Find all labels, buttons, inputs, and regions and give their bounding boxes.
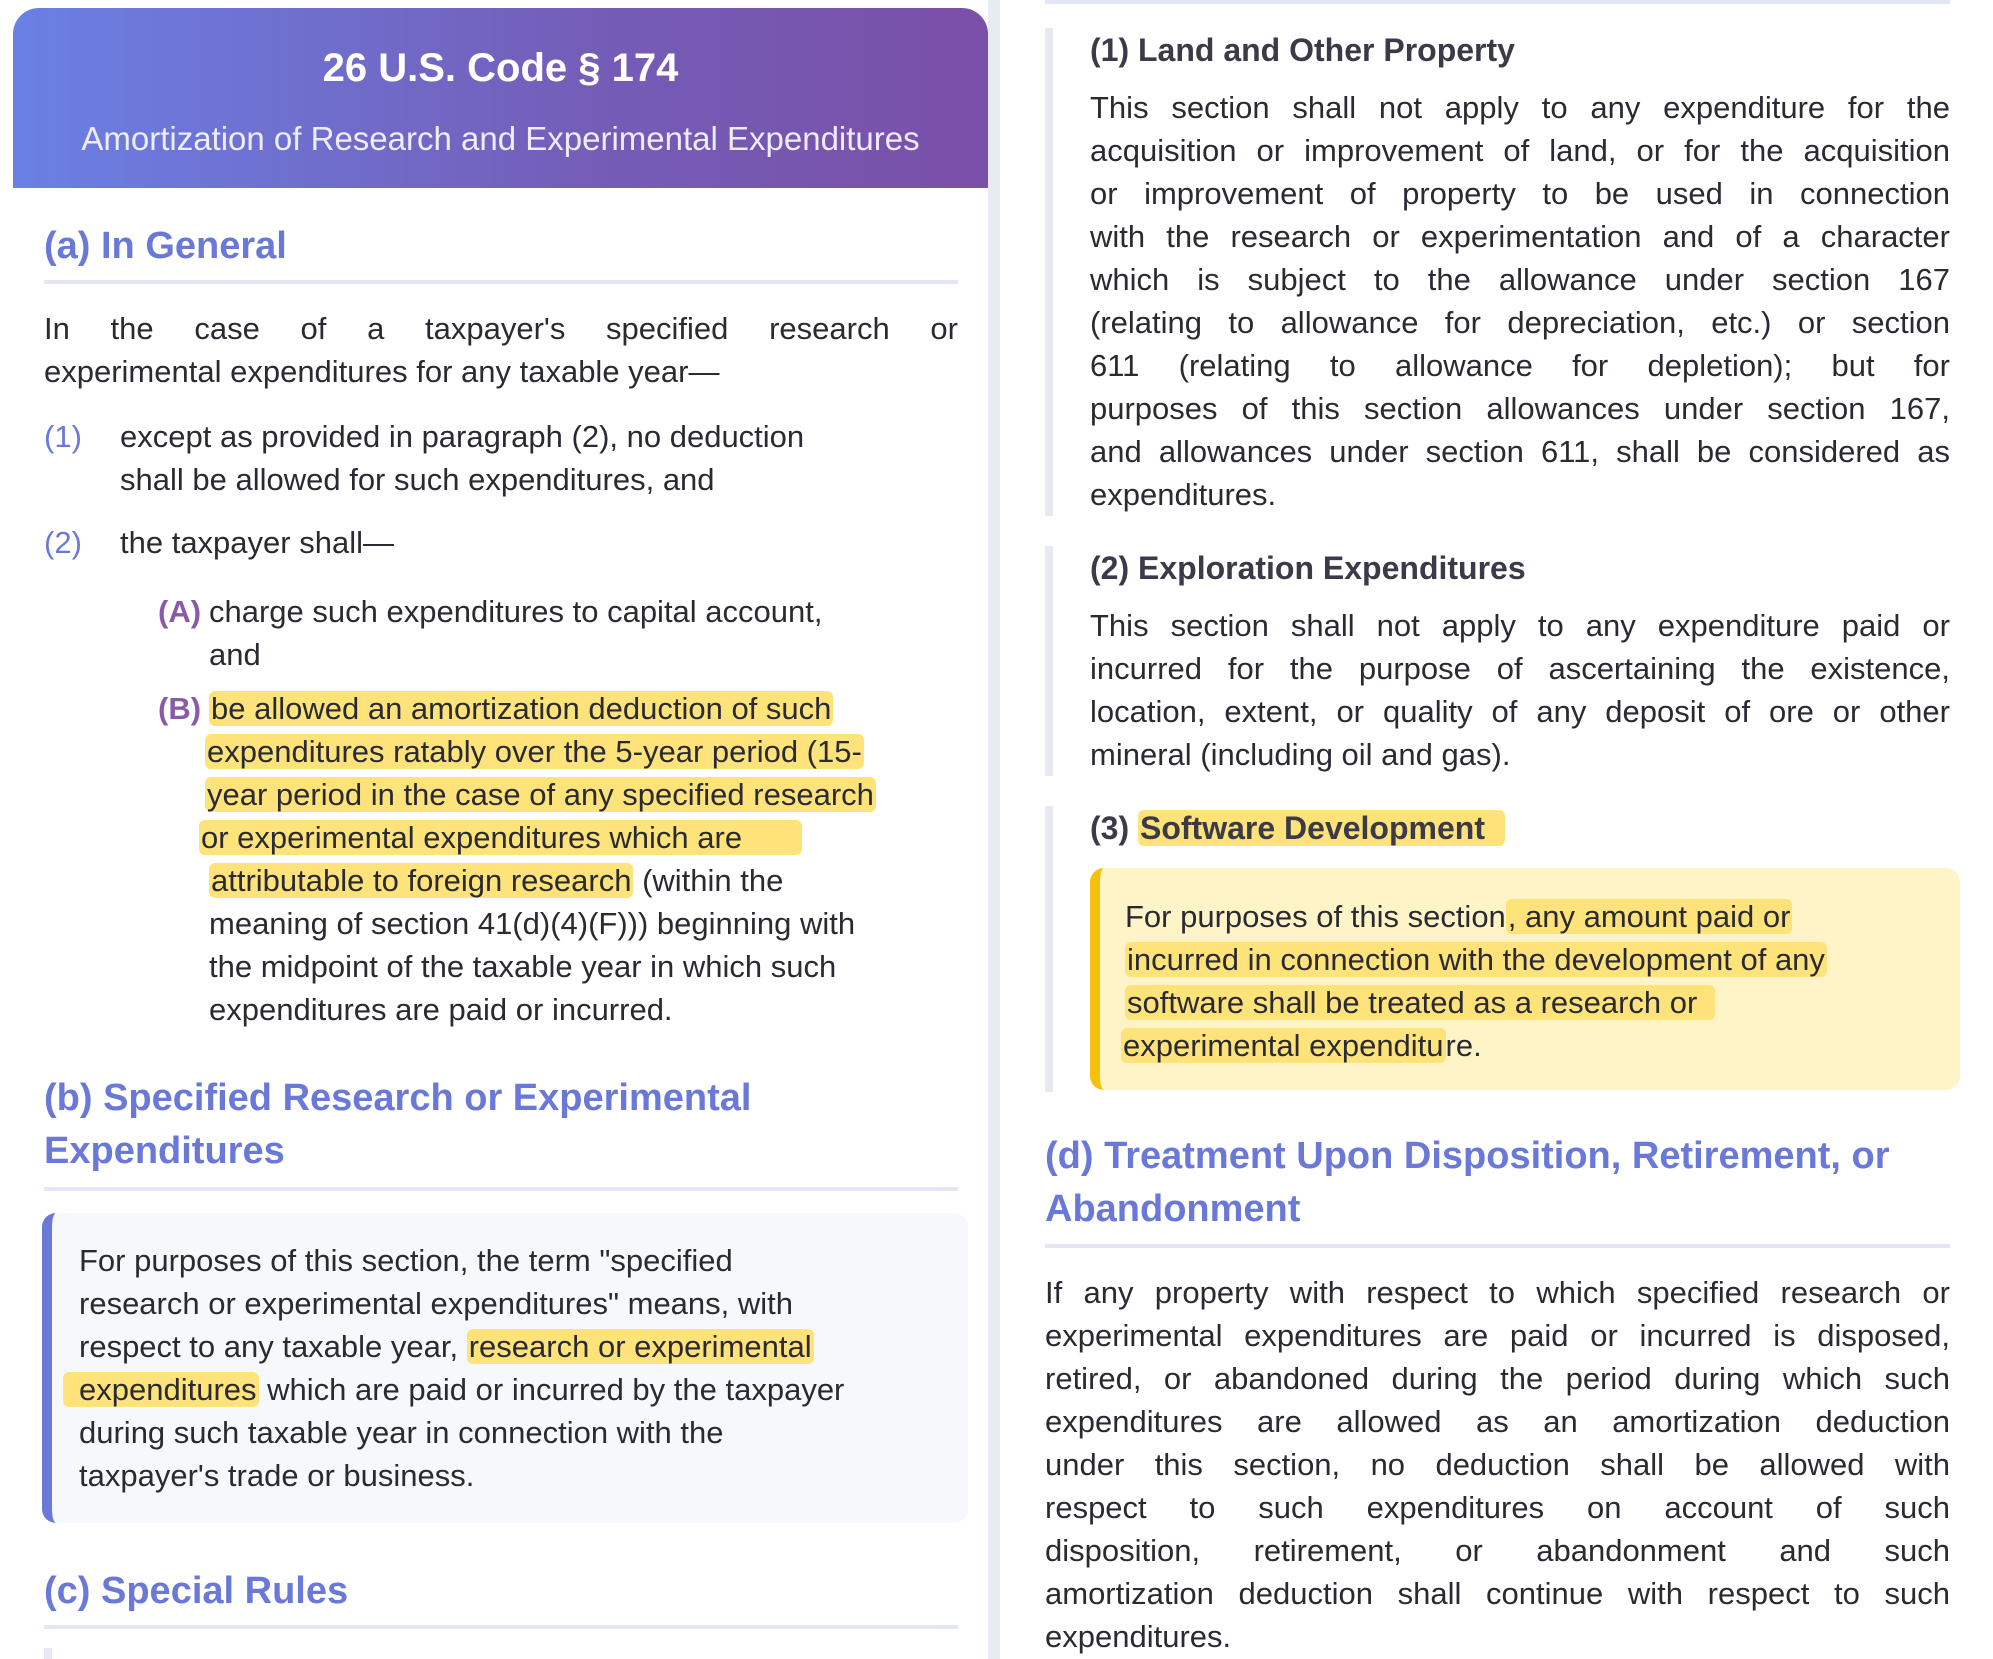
- sub-1-heading: (1) Land and Other Property: [1090, 32, 1515, 68]
- item-b-line5-rest: (within the: [633, 863, 784, 898]
- section-d-line: amortization deduction shall continue with respect to such: [1045, 1576, 1950, 1611]
- sub-1-line: or improvement of property to be used in connection: [1090, 176, 1950, 211]
- sub-1-line: acquisition or improvement of land, or for the acquisition: [1090, 133, 1950, 168]
- section-c-divider: [44, 1625, 958, 1629]
- sub-1-line: which is subject to the allowance under section 167: [1090, 262, 1950, 297]
- section-d-heading-line2: Abandonment: [1045, 1188, 1301, 1230]
- highlight: year period in the case of any specified research: [207, 777, 874, 812]
- section-d-line: retired, or abandoned during the period during which such: [1045, 1361, 1950, 1396]
- section-b-line3-pre: respect to any taxable year,: [79, 1329, 467, 1364]
- highlight: research or experimental: [468, 1329, 812, 1364]
- section-d-line: experimental expenditures are paid or incurred is disposed,: [1045, 1318, 1950, 1353]
- item-2-text: the taxpayer shall—: [120, 525, 394, 560]
- sub-1-line: 611 (relating to allowance for depletion); but for: [1090, 348, 1950, 383]
- sub-3-heading-number: (3): [1090, 810, 1138, 846]
- section-b-divider: [44, 1187, 958, 1191]
- item-1-line2: shall be allowed for such expenditures, and: [120, 462, 715, 497]
- sub-2-heading: (2) Exploration Expenditures: [1090, 550, 1526, 586]
- item-a-number: (A): [158, 594, 202, 629]
- section-d-heading-line1: (d) Treatment Upon Disposition, Retirement, or: [1045, 1135, 1890, 1177]
- sub-3-line2: [1125, 938, 1940, 981]
- left-panel: [0, 0, 988, 1659]
- page-subtitle: Amortization of Research and Experimental Expenditures: [81, 120, 920, 157]
- section-d-line: If any property with respect to which specified research or: [1045, 1275, 1950, 1310]
- item-a-line1: charge such expenditures to capital account,: [209, 594, 823, 629]
- sub-1-line: purposes of this section allowances under section 167,: [1090, 391, 1950, 426]
- item-b-line3: [205, 773, 975, 816]
- sub-3-heading: [1090, 806, 1505, 850]
- section-d-last-line: expenditures.: [1045, 1619, 1232, 1654]
- sub-1-line: with the research or experimentation and of a character: [1090, 219, 1950, 254]
- section-b-line2: research or experimental expenditures" means, with: [79, 1286, 794, 1321]
- item-b-line8: expenditures are paid or incurred.: [209, 992, 673, 1027]
- item-1-number: (1): [44, 419, 82, 454]
- sub-3-line4: [1121, 1024, 1931, 1067]
- section-d-divider: [1045, 1244, 1950, 1248]
- section-a-heading: (a) In General: [44, 225, 287, 267]
- sub-1-line: and allowances under section 611, shall be considered as: [1090, 434, 1950, 469]
- section-b-line1: For purposes of this section, the term "specified: [79, 1243, 733, 1278]
- sub-1-line: (relating to allowance for depreciation, etc.) or section: [1090, 305, 1950, 340]
- sub-2-bar: [1045, 546, 1053, 776]
- highlight: Software Development: [1138, 810, 1505, 846]
- section-b-line3: [79, 1325, 939, 1368]
- section-b-heading-line1: (b) Specified Research or Experimental: [44, 1077, 752, 1119]
- section-c-left-bar: [44, 1648, 52, 1659]
- highlight: be allowed an amortization deduction of such: [211, 691, 832, 726]
- section-a-intro-line1: In the case of a taxpayer's specified research or: [44, 311, 958, 346]
- section-d-line: disposition, retirement, or abandonment and such: [1045, 1533, 1950, 1568]
- item-b-line6: meaning of section 41(d)(4)(F))) beginning with: [209, 906, 856, 941]
- highlight: attributable to foreign research: [211, 863, 632, 898]
- section-c-heading: (c) Special Rules: [44, 1570, 349, 1612]
- section-d-line: expenditures are allowed as an amortization deduction: [1045, 1404, 1950, 1439]
- sub-2-line: This section shall not apply to any expenditure paid or: [1090, 608, 1950, 643]
- highlight: expenditures: [63, 1372, 259, 1407]
- highlight: or experimental expenditures which are: [199, 820, 802, 855]
- sub-2-line: location, extent, or quality of any deposit of ore or other: [1090, 694, 1950, 729]
- panel-divider: [988, 0, 1000, 1659]
- section-a-divider: [44, 280, 958, 284]
- highlight: experimental expenditu: [1123, 1028, 1444, 1063]
- section-b-line5: during such taxable year in connection with the: [79, 1415, 724, 1450]
- page-title: 26 U.S. Code § 174: [322, 46, 679, 90]
- page-header: [13, 8, 988, 188]
- right-panel: [1000, 0, 1993, 1659]
- item-1-line1: except as provided in paragraph (2), no deduction: [120, 419, 805, 454]
- section-b-line4-rest: which are paid or incurred by the taxpayer: [258, 1372, 845, 1407]
- sub-1-bar: [1045, 28, 1053, 516]
- sub-2-line: incurred for the purpose of ascertaining the existence,: [1090, 651, 1950, 686]
- item-b-line4: [199, 816, 969, 859]
- item-b-line1: [209, 687, 979, 730]
- section-b-line4: [63, 1368, 943, 1411]
- item-b-line7: the midpoint of the taxable year in which such: [209, 949, 837, 984]
- item-b-number: (B): [158, 691, 202, 726]
- highlight: expenditures ratably over the 5-year period (15-: [207, 734, 862, 769]
- sub-3-bar: [1045, 806, 1053, 1092]
- sub-3-line1: [1125, 895, 1935, 938]
- highlight: incurred in connection with the development of any: [1127, 942, 1825, 977]
- sub-1-line: This section shall not apply to any expenditure for the: [1090, 90, 1950, 125]
- sub-3-line1-pre: For purposes of this section: [1125, 899, 1506, 934]
- section-a-intro-line2: experimental expenditures for any taxable year—: [44, 354, 720, 389]
- top-divider: [1045, 0, 1950, 4]
- item-2-number: (2): [44, 525, 82, 560]
- highlight: , any amount paid or: [1507, 899, 1791, 934]
- item-b-line5: [209, 859, 979, 902]
- section-b-heading-line2: Expenditures: [44, 1130, 285, 1172]
- sub-2-last-line: mineral (including oil and gas).: [1090, 737, 1511, 772]
- item-a-line2: and: [209, 637, 261, 672]
- section-d-line: under this section, no deduction shall be allowed with: [1045, 1447, 1950, 1482]
- sub-3-line4-rest: re.: [1445, 1028, 1482, 1063]
- sub-3-line3: [1125, 981, 1935, 1024]
- highlight: software shall be treated as a research or: [1125, 985, 1715, 1020]
- sub-1-last-line: expenditures.: [1090, 477, 1277, 512]
- item-b-line2: [205, 730, 975, 773]
- section-d-line: respect to such expenditures on account of such: [1045, 1490, 1950, 1525]
- section-b-line6: taxpayer's trade or business.: [79, 1458, 475, 1493]
